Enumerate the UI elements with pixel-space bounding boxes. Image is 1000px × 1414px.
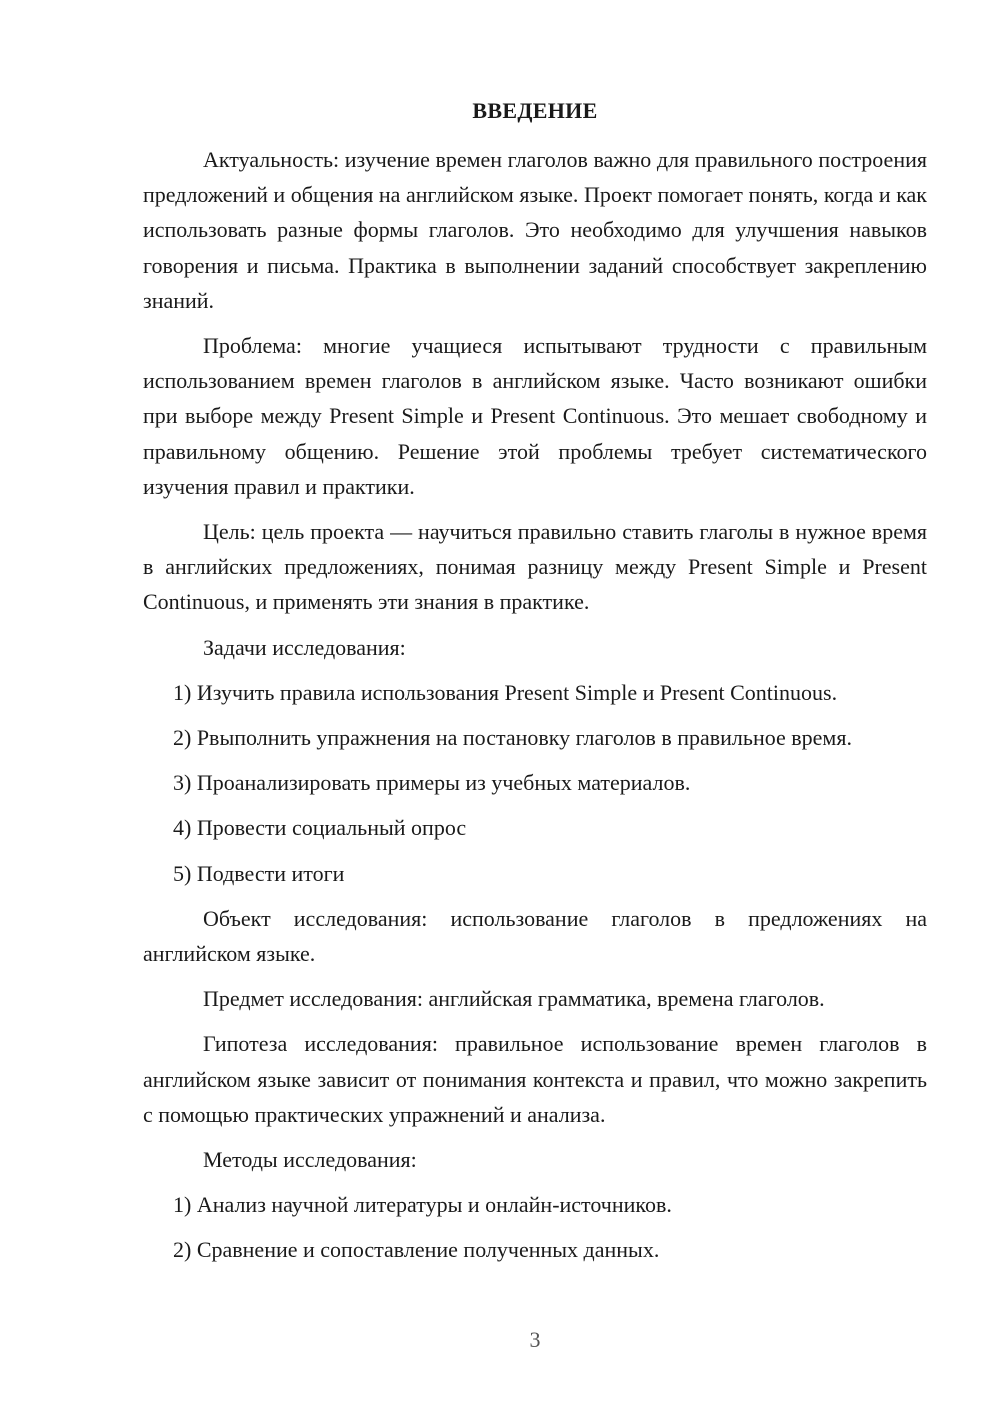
method-item: 1) Анализ научной литературы и онлайн-источников. xyxy=(173,1192,672,1218)
paragraph-problem: Проблема: многие учащиеся испытывают трудности с правильным использованием времен глаголов в английском языке. Часто возникают ошибки при выборе между Present Simple и Present Continuous. Это мешает свободному и правильному общению. Решение этой проблемы требует систематического изучения правил и практики. xyxy=(143,333,927,499)
paragraph-goal: Цель: цель проекта — научиться правильно ставить глаголы в нужное время в английских предложениях, понимая разницу между Present Simple и Present Continuous, и применять эти знания в практике. xyxy=(143,519,927,615)
tasks-heading: Задачи исследования: xyxy=(203,634,406,660)
paragraph-object: Объект исследования: использование глаголов в предложениях на английском языке. xyxy=(143,905,927,967)
methods-heading: Методы исследования: xyxy=(203,1147,417,1173)
task-item: 5) Подвести итоги xyxy=(173,860,345,886)
paragraph-relevance: Актуальность: изучение времен глаголов важно для правильного построения предложений и общения на английском языке. Проект помогает понять, когда и как использовать разные формы глаголов. Это необходимо для улучшения навыков говорения и письма. Практика в выполнении заданий способствует закреплению знаний. xyxy=(143,147,927,313)
task-item: 1) Изучить правила использования Present Simple и Present Continuous. xyxy=(173,679,838,705)
task-item: 2) Рвыполнить упражнения на постановку глаголов в правильное время. xyxy=(173,725,852,751)
task-item: 4) Провести социальный опрос xyxy=(173,815,467,841)
page-number: 3 xyxy=(529,1327,541,1352)
paragraph-subject: Предмет исследования: английская грамматика, времена глаголов. xyxy=(203,986,825,1012)
paragraph-hypothesis: Гипотеза исследования: правильное использование времен глаголов в английском языке зависит от понимания контекста и правил, что можно закрепить с помощью практических упражнений и анализа. xyxy=(143,1031,927,1127)
method-item: 2) Сравнение и сопоставление полученных данных. xyxy=(173,1237,660,1263)
document-body xyxy=(143,142,927,1278)
section-title: ВВЕДЕНИЕ xyxy=(472,98,598,123)
document-page xyxy=(143,0,927,1414)
task-item: 3) Проанализировать примеры из учебных материалов. xyxy=(173,770,691,796)
